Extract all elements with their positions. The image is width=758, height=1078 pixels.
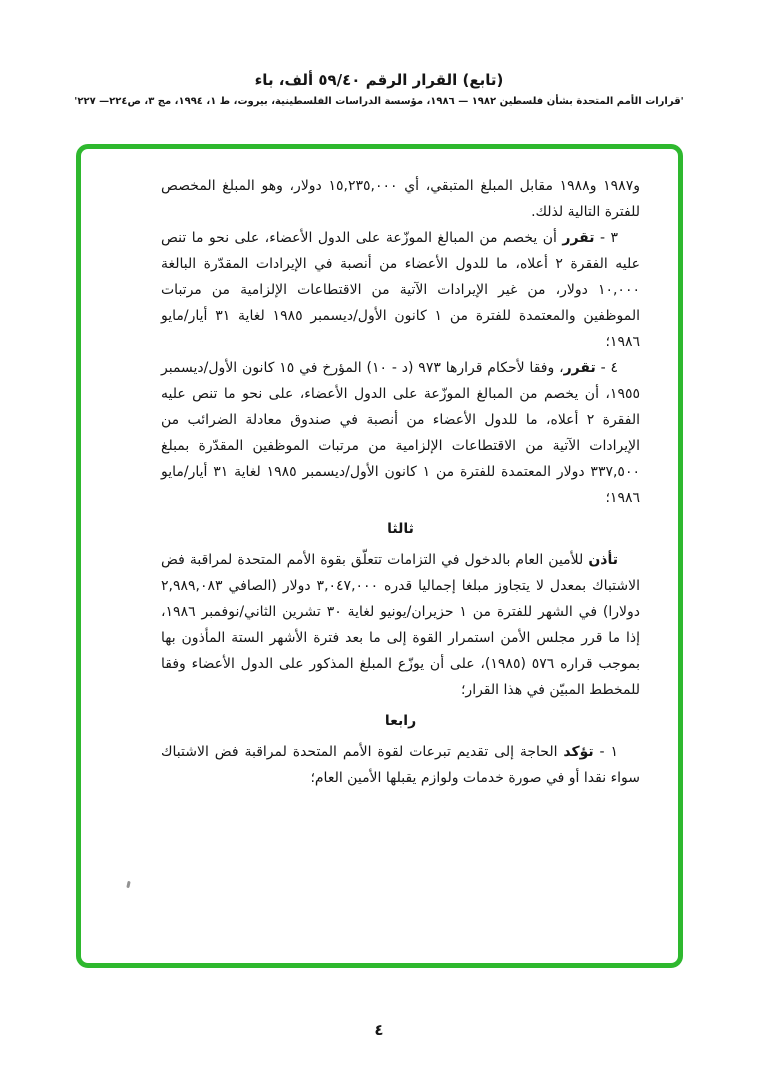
document-footer (0, 1020, 758, 1039)
stress-keyword: تؤكد (563, 744, 594, 760)
stress-clause-number: ١ - (593, 744, 619, 760)
resolution-title: (تابع) القرار الرقم ٥٩/٤٠ ألف، باء (254, 71, 504, 89)
clause-4-text: ، وفقا لأحكام قرارها ٩٧٣ (د - ١٠) المؤرخ في ١٥ كانون الأول/ديسمبر ١٩٥٥، أن يخصم من المبالغ الموزّعة على الدول الأعضاء، على نحو ما تنص عليه الفقرة ٢ أعلاه، ما للدول الأعضاء من أنصبة في صندوق معادلة الضرائب من الإيرادات الآتية من الاقتطاعات الإلزامية من مرتبات الموظفين المقدّرة بمبلغ ٣٣٧,٥٠٠ دولار المعتمدة للفترة من ١ كانون الأول/ديسمبر ١٩٨٥ لغاية ٣١ أيار/مايو ١٩٨٦؛ (161, 360, 640, 506)
clause-3-number: ٣ - (594, 230, 619, 246)
clause-4-number: ٤ - (595, 360, 619, 376)
document-header (0, 70, 758, 107)
authorize-keyword: تأذن (588, 552, 618, 568)
clause-3-text: أن يخصم من المبالغ الموزّعة على الدول الأعضاء، على نحو ما تنص عليه الفقرة ٢ أعلاه، ما للدول الأعضاء من أنصبة في الإيرادات المقدّرة البالغة ١٠,٠٠٠ دولار، من غير الإيرادات الآتية من الاقتطاعات الإلزامية من مرتبات الموظفين والمعتمدة للفترة من ١ كانون الأول/ديسمبر ١٩٨٥ لغاية ٣١ أيار/مايو ١٩٨٦؛ (161, 230, 641, 350)
paragraph-authorize (161, 547, 640, 703)
paragraph-continuation: و١٩٨٧ و١٩٨٨ مقابل المبلغ المتبقي، أي ١٥,٢٣٥,٠٠٠ دولار، وهو المبلغ المخصص للفترة التالية لذلك. (161, 178, 640, 220)
section-heading-thirdly: ثالثا (387, 521, 414, 537)
source-citation: 'قرارات الأمم المتحدة بشأن فلسطين ١٩٨٢ — ١٩٨٦، مؤسسة الدراسات الفلسطينية، بيروت، ط ١، ١٩٩٤، مج ٣، ص٢٢٤— ٢٢٧' (74, 96, 684, 107)
paragraph-stress-need (161, 739, 640, 791)
authorize-text: للأمين العام بالدخول في التزامات تتعلّق بقوة الأمم المتحدة لمراقبة فض الاشتباك بمعدل لا يتجاوز مبلغا إجماليا قدره ٣,٠٤٧,٠٠٠ دولار (الصافي ٢,٩٨٩,٠٨٣ دولارا) في الشهر للفترة من ١ حزيران/يونيو لغاية ٣٠ تشرين الثاني/نوفمبر ١٩٨٦، إذا ما قرر مجلس الأمن استمرار القوة إلى ما بعد فترة الأشهر الستة المأذون بها بموجب قراره ٥٧٦ (١٩٨٥)، على أن يوزّع المبلغ المذكور على الدول الأعضاء وفقا للمخطط المبيّن في هذا القرار؛ (161, 552, 640, 698)
stress-text: الحاجة إلى تقديم تبرعات لقوة الأمم المتحدة لمراقبة فض الاشتباك سواء نقدا أو في صورة خدمات ولوازم يقبلها الأمين العام؛ (161, 744, 640, 786)
paragraph-clause-4 (161, 355, 640, 511)
resolution-body-text (81, 149, 678, 791)
page-number: ٤ (374, 1021, 384, 1039)
section-heading-fourthly: رابعا (384, 713, 417, 729)
paragraph-clause-3 (161, 225, 640, 355)
highlight-frame (76, 144, 683, 968)
clause-3-keyword: تقرر (562, 230, 595, 246)
clause-4-keyword: تقرر (563, 360, 596, 376)
